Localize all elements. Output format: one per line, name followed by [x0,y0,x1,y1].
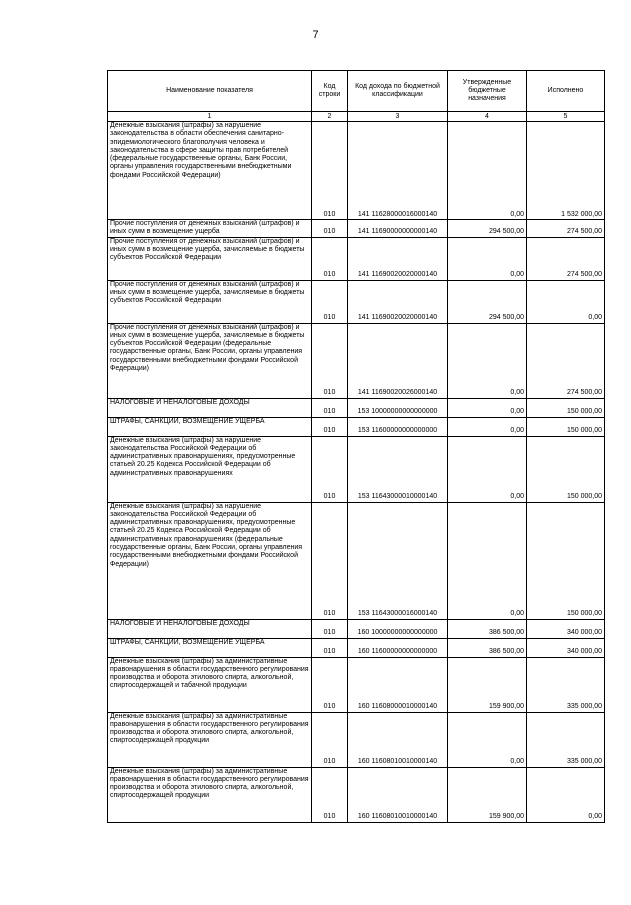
income-code: 141 11690020026000140 [348,323,448,398]
approved-amount: 294 500,00 [448,280,527,323]
approved-amount: 0,00 [448,417,527,436]
indicator-name: ШТРАФЫ, САНКЦИИ, ВОЗМЕЩЕНИЕ УЩЕРБА [108,417,312,436]
approved-amount: 0,00 [448,712,527,767]
executed-amount: 335 000,00 [527,657,605,712]
row-code: 010 [312,436,348,502]
table-row [108,502,605,619]
row-code: 010 [312,417,348,436]
income-code: 141 11690020020000140 [348,280,448,323]
table-row [108,436,605,502]
table-row [108,398,605,417]
approved-amount: 294 500,00 [448,220,527,238]
executed-amount: 150 000,00 [527,398,605,417]
approved-amount: 386 500,00 [448,638,527,657]
row-code: 010 [312,657,348,712]
approved-amount: 0,00 [448,323,527,398]
table-row [108,237,605,280]
indicator-name: Денежные взыскания (штрафы) за административные правонарушения в области государственного регулирования производства и оборота этилового спирта, алкогольной, спиртосодержащей продукции [108,712,312,767]
header-income-code: Код дохода по бюджетной классификации [348,71,448,112]
row-code: 010 [312,398,348,417]
income-code: 153 11600000000000000 [348,417,448,436]
indicator-name: НАЛОГОВЫЕ И НЕНАЛОГОВЫЕ ДОХОДЫ [108,619,312,638]
income-code: 160 11608010010000140 [348,767,448,822]
executed-amount: 274 500,00 [527,323,605,398]
page-number: 7 [312,29,319,41]
row-code: 010 [312,122,348,220]
row-code: 010 [312,619,348,638]
header-name: Наименование показателя [108,71,312,112]
budget-execution-table [107,70,605,823]
approved-amount: 0,00 [448,398,527,417]
income-code: 153 11643000016000140 [348,502,448,619]
income-code: 153 11643000010000140 [348,436,448,502]
row-code: 010 [312,237,348,280]
header-row-code: Код строки [312,71,348,112]
approved-amount: 0,00 [448,436,527,502]
indicator-name: Прочие поступления от денежных взысканий (штрафов) и иных сумм в возмещение ущерба, зачисляемые в бюджеты субъектов Российской Федерации [108,237,312,280]
indicator-name: Денежные взыскания (штрафы) за нарушение законодательства Российской Федерации об административных правонарушениях, предусмотренные статьей 20.25 Кодекса Российской Федерации об административных правонарушениях (федеральные государственные органы, Банк России, органы управления государственными внебюджетными фондами Российской Федерации) [108,502,312,619]
table-row [108,638,605,657]
indicator-name: Денежные взыскания (штрафы) за административные правонарушения в области государственного регулирования производства и оборота этилового спирта, алкогольной, спиртосодержащей продукции [108,767,312,822]
executed-amount: 1 532 000,00 [527,122,605,220]
executed-amount: 340 000,00 [527,638,605,657]
table-header-row [108,71,605,112]
row-code: 010 [312,502,348,619]
row-code: 010 [312,638,348,657]
table-row [108,767,605,822]
table-row [108,712,605,767]
table-row [108,220,605,238]
approved-amount: 159 900,00 [448,657,527,712]
table-row [108,323,605,398]
executed-amount: 335 000,00 [527,712,605,767]
approved-amount: 159 900,00 [448,767,527,822]
income-code: 141 11690020020000140 [348,237,448,280]
column-number: 2 [312,112,348,122]
row-code: 010 [312,767,348,822]
income-code: 141 11628000016000140 [348,122,448,220]
income-code: 153 10000000000000000 [348,398,448,417]
indicator-name: Прочие поступления от денежных взысканий (штрафов) и иных сумм в возмещение ущерба, зачисляемые в бюджеты субъектов Российской Федерации (федеральные государственные органы, Банк России, органы управления государственными внебюджетными фондами Российской Федерации) [108,323,312,398]
header-approved: Утвержденные бюджетные назначения [448,71,527,112]
table-row [108,417,605,436]
income-code: 160 10000000000000000 [348,619,448,638]
table-row [108,122,605,220]
table-body [108,122,605,823]
income-code: 160 11608010010000140 [348,712,448,767]
executed-amount: 340 000,00 [527,619,605,638]
header-executed: Исполнено [527,71,605,112]
column-number: 3 [348,112,448,122]
row-code: 010 [312,280,348,323]
indicator-name: Прочие поступления от денежных взысканий (штрафов) и иных сумм в возмещение ущерба [108,220,312,238]
row-code: 010 [312,220,348,238]
column-number: 5 [527,112,605,122]
column-number-row [108,112,605,122]
row-code: 010 [312,323,348,398]
row-code: 010 [312,712,348,767]
approved-amount: 0,00 [448,237,527,280]
column-number: 4 [448,112,527,122]
income-code: 141 11690000000000140 [348,220,448,238]
column-number: 1 [108,112,312,122]
indicator-name: Прочие поступления от денежных взысканий (штрафов) и иных сумм в возмещение ущерба, зачисляемые в бюджеты субъектов Российской Федерации [108,280,312,323]
income-code: 160 11600000000000000 [348,638,448,657]
approved-amount: 0,00 [448,502,527,619]
executed-amount: 0,00 [527,767,605,822]
approved-amount: 0,00 [448,122,527,220]
executed-amount: 274 500,00 [527,237,605,280]
executed-amount: 274 500,00 [527,220,605,238]
executed-amount: 150 000,00 [527,436,605,502]
executed-amount: 150 000,00 [527,417,605,436]
table-row [108,619,605,638]
approved-amount: 386 500,00 [448,619,527,638]
table-row [108,280,605,323]
table-row [108,657,605,712]
executed-amount: 150 000,00 [527,502,605,619]
indicator-name: НАЛОГОВЫЕ И НЕНАЛОГОВЫЕ ДОХОДЫ [108,398,312,417]
indicator-name: Денежные взыскания (штрафы) за нарушение законодательства Российской Федерации об административных правонарушениях, предусмотренные статьей 20.25 Кодекса Российской Федерации об административных правонарушениях [108,436,312,502]
indicator-name: Денежные взыскания (штрафы) за административные правонарушения в области государственного регулирования производства и оборота этилового спирта, алкогольной, спиртосодержащей и табачной продукции [108,657,312,712]
indicator-name: Денежные взыскания (штрафы) за нарушение законодательства в области обеспечения санитарно-эпидемиологического благополучия человека и законодательства в сфере защиты прав потребителей (федеральные государственные органы, Банк России, органы управления государственными внебюджетными фондами Российской Федерации) [108,122,312,220]
indicator-name: ШТРАФЫ, САНКЦИИ, ВОЗМЕЩЕНИЕ УЩЕРБА [108,638,312,657]
executed-amount: 0,00 [527,280,605,323]
income-code: 160 11608000010000140 [348,657,448,712]
